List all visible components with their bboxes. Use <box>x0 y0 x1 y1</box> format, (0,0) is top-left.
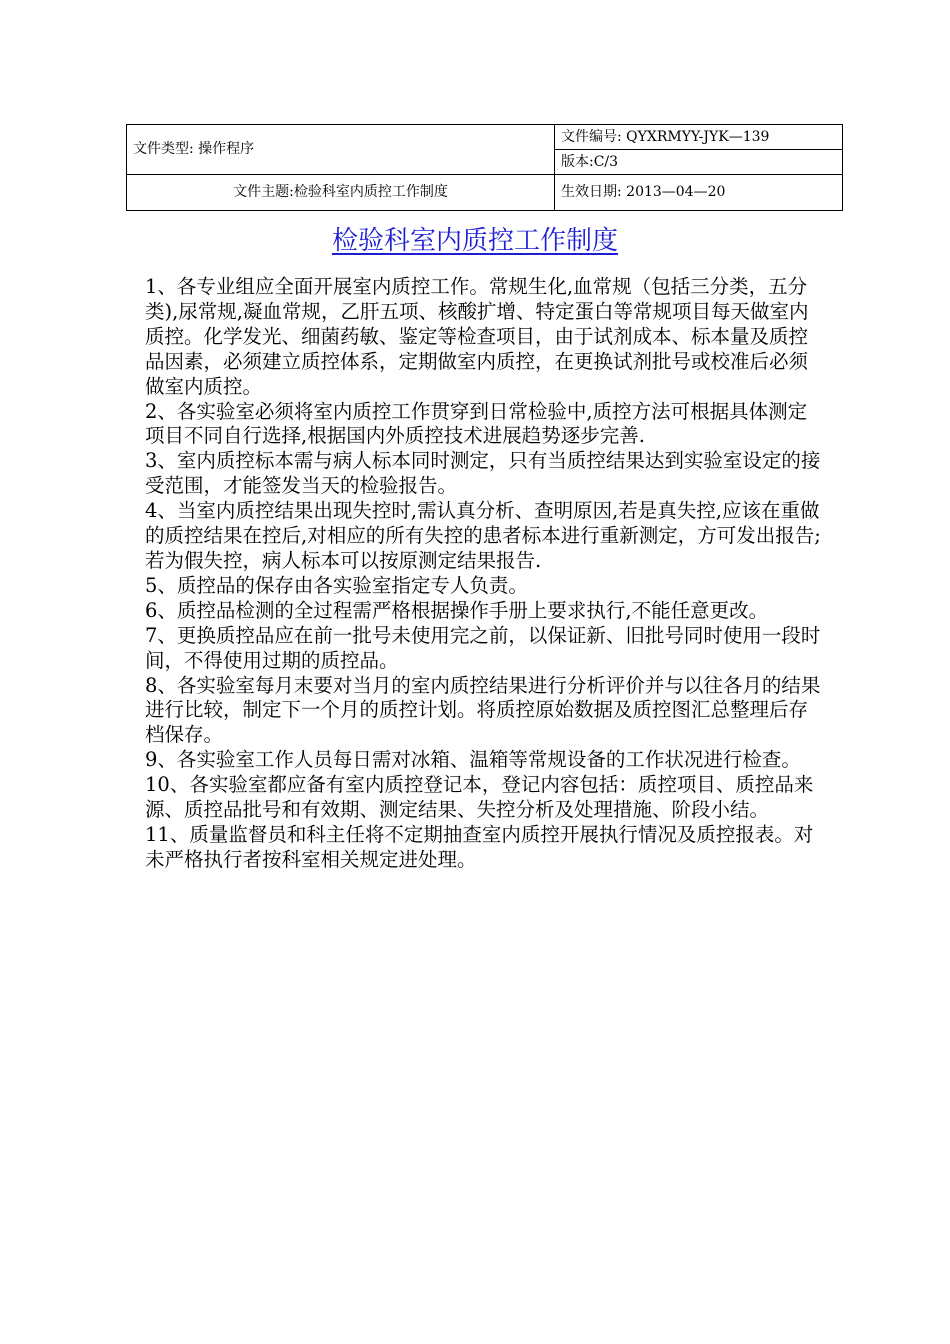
paragraph-9: 9、各实验室工作人员每日需对冰箱、温箱等常规设备的工作状况进行检查。 <box>145 748 801 772</box>
document-number: 文件编号: QYXRMYY-JYK—139 <box>555 125 843 150</box>
document-subject: 文件主题:检验科室内质控工作制度 <box>127 174 555 210</box>
effective-date: 生效日期: 2013—04—20 <box>555 174 843 210</box>
document-type: 文件类型: 操作程序 <box>127 125 555 175</box>
paragraph-1: 1、各专业组应全面开展室内质控工作。常规生化,血常规（包括三分类，五分类),尿常规,凝血常规，乙肝五项、核酸扩增、特定蛋白等常规项目每天做室内质控。化学发光、细菌药敏、鉴定等检查项目，由于试剂成本、标本量及质控品因素，必须建立质控体系，定期做室内质控，在更换试剂批号或校准后必须做室内质控。 <box>145 275 809 398</box>
paragraph-11: 11、质量监督员和科主任将不定期抽查室内质控开展执行情况及质控报表。对未严格执行者按科室相关规定进处理。 <box>145 822 814 871</box>
paragraph-4: 4、当室内质控结果出现失控时,需认真分析、查明原因,若是真失控,应该在重做的质控结果在控后,对相应的所有失控的患者标本进行重新测定，方可发出报告;若为假失控，病人标本可以按原测定结果报告. <box>145 499 821 572</box>
document-version: 版本:C/3 <box>555 150 843 174</box>
document-header-table <box>126 124 843 211</box>
paragraph-8: 8、各实验室每月末要对当月的室内质控结果进行分析评价并与以往各月的结果进行比较，制定下一个月的质控计划。将质控原始数据及质控图汇总整理后存档保存。 <box>145 673 821 747</box>
paragraph-10: 10、各实验室都应备有室内质控登记本，登记内容包括：质控项目、质控品来源、质控品批号和有效期、测定结果、失控分析及处理措施、阶段小结。 <box>145 773 814 822</box>
document-body <box>145 275 825 873</box>
paragraph-7: 7、更换质控品应在前一批号未使用完之前，以保证新、旧批号同时使用一段时间，不得使用过期的质控品。 <box>145 623 821 672</box>
paragraph-3: 3、室内质控标本需与病人标本同时测定，只有当质控结果达到实验室设定的接受范围，才能签发当天的检验报告。 <box>145 449 821 498</box>
document-title: 检验科室内质控工作制度 <box>331 226 618 256</box>
paragraph-5: 5、质控品的保存由各实验室指定专人负责。 <box>145 573 528 597</box>
paragraph-6: 6、质控品检测的全过程需严格根据操作手册上要求执行,不能任意更改。 <box>145 598 769 622</box>
paragraph-2: 2、各实验室必须将室内质控工作贯穿到日常检验中,质控方法可根据具体测定项目不同自行选择,根据国内外质控技术进展趋势逐步完善. <box>145 399 808 448</box>
